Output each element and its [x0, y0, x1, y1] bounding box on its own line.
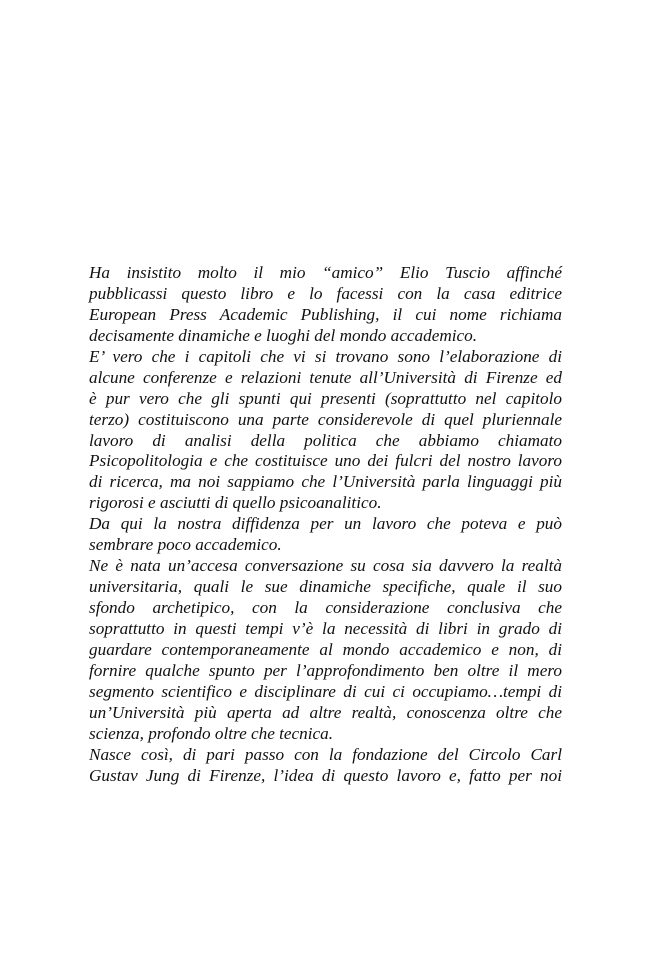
text-line: di ricerca, ma noi sappiamo che l’Università parla linguaggi più — [89, 472, 562, 492]
text-line: guardare contemporaneamente al mondo accademico e non, di — [89, 639, 562, 659]
text-line: E’ vero che i capitoli che vi si trovano sono l’elaborazione di — [89, 346, 562, 366]
text-line: alcune conferenze e relazioni tenute all’Università di Firenze ed — [89, 367, 562, 387]
text-line: Gustav Jung di Firenze, l’idea di questo lavoro e, fatto per noi — [89, 765, 562, 785]
text-line: soprattutto in questi tempi v’è la necessità di libri in grado di — [89, 618, 562, 638]
text-line: Ne è nata un’accesa conversazione su cosa sia davvero la realtà — [89, 556, 562, 576]
text-line: scienza, profondo oltre che tecnica. — [89, 723, 334, 743]
text-line: Da qui la nostra diffidenza per un lavoro che poteva e può — [89, 514, 562, 534]
text-line: un’Università più aperta ad altre realtà, conoscenza oltre che — [89, 702, 562, 722]
text-line: segmento scientifico e disciplinare di cui ci occupiamo…tempi di — [89, 681, 562, 701]
body-text — [89, 263, 562, 786]
text-line: Psicopolitologia e che costituisce uno dei fulcri del nostro lavoro — [89, 451, 562, 471]
text-line: fornire qualche spunto per l’approfondimento ben oltre il mero — [89, 660, 562, 680]
text-line: lavoro di analisi della politica che abbiamo chiamato — [89, 430, 562, 450]
text-line: rigorosi e asciutti di quello psicoanalitico. — [89, 493, 382, 513]
text-line: universitaria, quali le sue dinamiche specifiche, quale il suo — [89, 577, 562, 597]
text-line: terzo) costituiscono una parte considerevole di quel pluriennale — [89, 409, 562, 429]
text-line: Ha insistito molto il mio “amico” Elio Tuscio affinché — [89, 263, 562, 282]
text-line: pubblicassi questo libro e lo facessi con la casa editrice — [89, 283, 562, 303]
text-line: decisamente dinamiche e luoghi del mondo accademico. — [89, 325, 478, 345]
text-line: Nasce così, di pari passo con la fondazione del Circolo Carl — [89, 744, 562, 764]
text-line: sfondo archetipico, con la considerazione conclusiva che — [89, 598, 562, 617]
text-line: è pur vero che gli spunti qui presenti (soprattutto nel capitolo — [89, 388, 562, 408]
text-line: sembrare poco accademico. — [89, 535, 282, 555]
text-line: European Press Academic Publishing, il cui nome richiama — [89, 304, 562, 324]
